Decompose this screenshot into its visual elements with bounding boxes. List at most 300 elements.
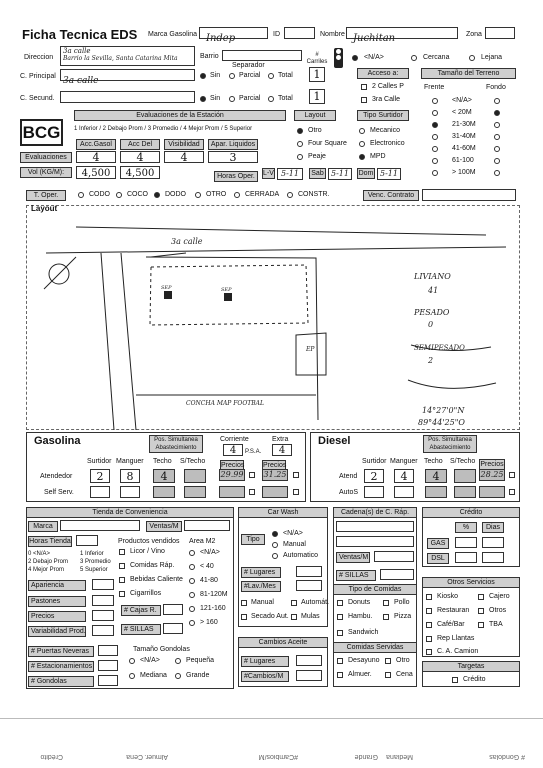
- cambios-cambios-field[interactable]: [296, 670, 322, 681]
- tienda-sillas-field[interactable]: [163, 623, 183, 634]
- sketch-coord1: 14°27'0"N: [422, 406, 465, 415]
- serv-otro-checkbox[interactable]: [385, 658, 391, 664]
- credito-pct-label: %: [455, 522, 477, 533]
- tienda-scale-4: 4 Mejor Prom: [28, 567, 65, 573]
- gasolina-techo-label: Techo: [153, 458, 172, 465]
- gond-pequena-radio[interactable]: [175, 658, 181, 664]
- tienda-header: Tienda de Conveniencia: [26, 507, 234, 518]
- gasolina-self-precio-2-checkbox[interactable]: [293, 489, 299, 495]
- diesel-precios-label: Precios: [480, 461, 504, 468]
- carwash-auto-label: Automatico: [283, 552, 319, 559]
- frente-radio-3[interactable]: [432, 134, 438, 140]
- gond-grande-radio[interactable]: [175, 673, 181, 679]
- fondo-radio-6[interactable]: [494, 170, 500, 176]
- diesel-title: Diesel: [318, 435, 351, 447]
- id-label: ID: [273, 31, 280, 38]
- comida-donuts-checkbox[interactable]: [337, 600, 343, 606]
- surtidor-mpd-label: MPD: [370, 153, 386, 160]
- diesel-autos-precio-checkbox[interactable]: [509, 489, 515, 495]
- sep2-parcial-radio[interactable]: [229, 96, 235, 102]
- otros-camion-checkbox[interactable]: [426, 649, 432, 655]
- form-title: Ficha Tecnica EDS: [22, 27, 138, 42]
- cadena-field-1[interactable]: [336, 521, 414, 532]
- otros-restauran-checkbox[interactable]: [426, 608, 432, 614]
- serv-otro-label: Otro: [396, 657, 410, 664]
- mirror-cena: Cena: [126, 753, 143, 760]
- otros-rep-label: Rep Llantas: [437, 635, 475, 642]
- gasolina-pos-header: Pos. Simultanea Abastecimiento: [149, 435, 203, 453]
- acceso-2calles-checkbox[interactable]: [361, 84, 367, 90]
- pump-icon: [224, 293, 232, 301]
- carwash-lav-field[interactable]: [296, 580, 322, 591]
- sketch-liviano: LIVIANO: [414, 272, 451, 281]
- carwash-lav-label: #Lav./Mes: [241, 581, 281, 592]
- gasolina-self-techo[interactable]: [153, 486, 175, 498]
- tienda-precios-label: Precios: [28, 611, 86, 622]
- carwash-lugares-field[interactable]: [296, 566, 322, 577]
- otros-cajero-label: Cajero: [489, 593, 510, 600]
- tienda-ventas-field[interactable]: [184, 520, 230, 531]
- carriles-field-1[interactable]: 1: [309, 67, 325, 82]
- surtidor-mpd-radio[interactable]: [359, 154, 365, 160]
- tienda-precios-field[interactable]: [92, 610, 114, 621]
- frente-radio-0[interactable]: [432, 98, 438, 104]
- layout-peaje-radio[interactable]: [297, 154, 303, 160]
- otros-header: Otros Servicios: [422, 577, 520, 588]
- area-radio-3[interactable]: [189, 592, 195, 598]
- gasolina-precios-label-1: Precios: [221, 462, 245, 469]
- diesel-autos-techo[interactable]: [425, 486, 447, 498]
- surtidor-electronico-radio[interactable]: [359, 141, 365, 147]
- tienda-gondolas-label: # Gondolas: [28, 676, 94, 687]
- gond-mediana-label: Mediana: [140, 672, 167, 679]
- carwash-manual-radio[interactable]: [272, 542, 278, 548]
- venc-contrato-label: Venc. Contrato: [363, 190, 419, 201]
- sketch-title: Layout: [31, 204, 58, 213]
- c-secund-label: C. Secund.: [20, 95, 55, 102]
- oper-constr-radio[interactable]: [287, 192, 293, 198]
- c-principal-label: C. Principal: [20, 73, 56, 80]
- tienda-area-label: Area M2: [189, 538, 216, 545]
- cadena-field-2[interactable]: [336, 536, 414, 547]
- comida-donuts-label: Donuts: [348, 599, 371, 606]
- serv-almuer-label: Almuer.: [348, 671, 372, 678]
- prox-na-label: <N/A>: [364, 54, 384, 61]
- sep2-total-label: Total: [278, 95, 293, 102]
- otros-panel: [422, 577, 520, 657]
- credito-dsl-label: DSL: [427, 553, 449, 564]
- otros-otros-label: Otros: [489, 607, 507, 614]
- otros-camion-label: C. A. Camion: [437, 648, 479, 655]
- fondo-radio-2[interactable]: [494, 122, 500, 128]
- diesel-precio-checkbox[interactable]: [509, 472, 515, 478]
- gasolina-precio-2-checkbox[interactable]: [293, 472, 299, 478]
- venc-contrato-field[interactable]: [422, 189, 516, 201]
- prod-comidas-checkbox[interactable]: [119, 563, 125, 569]
- carwash-lugares-label: # Lugares: [241, 567, 281, 578]
- tienda-scale-2: 2 Debajo Prom: [28, 559, 69, 565]
- gasolina-precio-2[interactable]: 31.25: [263, 470, 287, 479]
- gasolina-extra-label: Extra: [272, 436, 289, 443]
- layout-header: Layout: [294, 110, 336, 121]
- surtidor-electronico-label: Electronico: [370, 140, 405, 147]
- sep1-sin-label: Sin: [210, 72, 221, 79]
- barrio-field[interactable]: [222, 50, 302, 61]
- gasolina-self-precio-1-checkbox[interactable]: [249, 489, 255, 495]
- gond-na-radio[interactable]: [129, 658, 135, 664]
- eval-col-visibilidad: Visibilidad: [164, 139, 204, 150]
- page-divider: [0, 718, 543, 719]
- carriles-field-2[interactable]: 1: [309, 89, 325, 104]
- zona-label: Zona: [466, 31, 482, 38]
- otros-tba-checkbox[interactable]: [478, 622, 484, 628]
- sep2-total-radio[interactable]: [268, 96, 274, 102]
- fondo-radio-0[interactable]: [494, 98, 500, 104]
- cambios-lugares-label: # Lugares: [241, 656, 289, 667]
- layout-otro-radio[interactable]: [297, 128, 303, 134]
- c-principal-field[interactable]: 3a calle: [60, 69, 195, 81]
- gasolina-extra-field[interactable]: 4: [272, 444, 292, 456]
- tienda-variabilidad-field[interactable]: [92, 625, 114, 636]
- sketch-frontage: CONCHA MAP FOOTBAL: [186, 400, 264, 407]
- carwash-secado-checkbox[interactable]: [241, 614, 247, 620]
- prod-cigarrillos-checkbox[interactable]: [119, 591, 125, 597]
- diesel-surtidor-field[interactable]: 2: [364, 469, 384, 483]
- sep1-total-label: Total: [278, 72, 293, 79]
- acceso-header: Acceso a:: [357, 68, 409, 79]
- diesel-autos-surtidor[interactable]: [364, 486, 384, 498]
- eval-accgasol-value[interactable]: 4: [76, 151, 116, 163]
- diesel-techo-label: Techo: [424, 458, 443, 465]
- horas-label: Horas Oper.: [214, 171, 258, 182]
- carwash-na-label: <N/A>: [283, 530, 303, 537]
- diesel-techo-field[interactable]: 4: [425, 469, 447, 483]
- gond-pequena-label: Pequeña: [186, 657, 215, 664]
- sketch-liviano-n: 41: [428, 286, 439, 295]
- layout-four-label: Four Square: [308, 140, 347, 147]
- diesel-pos-header: Pos. Simultanea Abastecimiento: [423, 435, 477, 453]
- frente-radio-1[interactable]: [432, 110, 438, 116]
- cadena-header: Cadena(s) de C. Ráp.: [333, 507, 417, 518]
- operacion-label: T. Oper.: [26, 190, 66, 201]
- eval-col-apar: Apar. Liquidos: [208, 139, 258, 150]
- sketch-semi-n: 2: [428, 356, 434, 365]
- tienda-pastones-field[interactable]: [92, 595, 114, 606]
- tienda-marca-label: Marca: [28, 521, 58, 532]
- gasolina-corriente-label: Corriente: [220, 436, 249, 443]
- credito-gas-label: GAS: [427, 538, 449, 549]
- gasolina-self-precio-1[interactable]: [219, 486, 245, 498]
- sep2-sin-radio[interactable]: [200, 96, 206, 102]
- gasolina-precio-1-checkbox[interactable]: [249, 472, 255, 478]
- diesel-atend-label: Atend: [339, 473, 358, 480]
- gasolina-self-label: Self Serv.: [44, 489, 74, 496]
- fondo-radio-3[interactable]: [494, 134, 500, 140]
- bcg-logo: BCG: [20, 119, 63, 146]
- oper-otro-label: OTRO: [206, 191, 227, 198]
- carwash-mulas-checkbox[interactable]: [291, 614, 297, 620]
- tienda-puertas-label: # Puertas Neveras: [28, 646, 94, 657]
- prod-cigarrillos-label: Cigarrillos: [130, 590, 162, 597]
- gasolina-corriente-field[interactable]: 4: [223, 444, 243, 456]
- nombre-field[interactable]: Juchitan: [346, 27, 458, 39]
- diesel-stecho-field[interactable]: [454, 469, 476, 483]
- evaluaciones-header: Evaluaciones de la Estación: [74, 110, 286, 121]
- c-secund-field[interactable]: [60, 91, 195, 103]
- sketch-pesado-n: 0: [428, 320, 434, 329]
- frente-radio-4[interactable]: [432, 146, 438, 152]
- prod-bebidas-label: Bebidas Caliente: [130, 576, 183, 583]
- comida-pizza-checkbox[interactable]: [383, 614, 389, 620]
- tienda-scale-3: 3 Promedio: [80, 559, 111, 565]
- gasolina-surtidor-field[interactable]: 2: [90, 469, 110, 483]
- gasolina-self-manguer[interactable]: [120, 486, 140, 498]
- gond-grande-label: Grande: [186, 672, 210, 679]
- direccion-field[interactable]: 3a calle Barrio la Sevilla, Santa Catarina Mita: [60, 46, 195, 66]
- prox-cercana-radio[interactable]: [411, 55, 417, 61]
- layout-four-radio[interactable]: [297, 141, 303, 147]
- area-radio-2[interactable]: [189, 578, 195, 584]
- horas-lv-field[interactable]: 5-11: [277, 168, 303, 180]
- acceso-3calle-checkbox[interactable]: [361, 97, 367, 103]
- tienda-scale-0: 0 <N/A>: [28, 551, 51, 557]
- eval-col-accdel: Acc Del: [120, 139, 160, 150]
- fondo-radio-4[interactable]: [494, 146, 500, 152]
- vol-field-1[interactable]: 4,500: [76, 166, 116, 179]
- area-radio-1[interactable]: [189, 564, 195, 570]
- tienda-gondolas-field[interactable]: [98, 675, 118, 686]
- diesel-autos-precio[interactable]: [479, 486, 505, 498]
- mirror-cambios: #Cambios/M: [258, 753, 298, 760]
- prod-bebidas-checkbox[interactable]: [119, 577, 125, 583]
- otros-otros-checkbox[interactable]: [478, 608, 484, 614]
- sketch-semi: SEMIPESADO: [414, 344, 465, 352]
- diesel-autos-stecho[interactable]: [454, 486, 476, 498]
- serv-cena-label: Cena: [396, 671, 413, 678]
- tienda-scale-1: 1 Inferior: [80, 551, 104, 557]
- serv-almuer-checkbox[interactable]: [337, 672, 343, 678]
- carwash-secado-label: Secado Aut.: [251, 613, 289, 620]
- targetas-credito-label: Crédito: [463, 676, 486, 683]
- nombre-label: Nombre: [320, 31, 345, 38]
- evaluaciones-scale: 1 Inferior / 2 Debajo Prom / 3 Promedio / 4 Mejor Prom / 5 Superior: [74, 126, 253, 132]
- sep1-total-radio[interactable]: [268, 73, 274, 79]
- gasolina-precio-1[interactable]: 29.99: [220, 470, 244, 479]
- carwash-tipo-label: Tipo: [241, 534, 265, 545]
- surtidor-header: Tipo Surtidor: [357, 110, 409, 121]
- oper-coco-label: COCO: [127, 191, 148, 198]
- gasolina-self-precio-2[interactable]: [262, 486, 288, 498]
- otros-rep-checkbox[interactable]: [426, 636, 432, 642]
- gasolina-self-stecho[interactable]: [184, 486, 206, 498]
- tienda-cajas-label: # Cajas R.: [121, 605, 161, 616]
- cambios-lugares-field[interactable]: [296, 655, 322, 666]
- surtidor-mecanico-radio[interactable]: [359, 128, 365, 134]
- area-radio-5[interactable]: [189, 620, 195, 626]
- terreno-fondo-label: Fondo: [486, 84, 506, 91]
- diesel-autos-manguer[interactable]: [394, 486, 414, 498]
- fondo-radio-1[interactable]: [494, 110, 500, 116]
- eval-accdel-value[interactable]: 4: [120, 151, 160, 163]
- credito-gas-pct[interactable]: [455, 537, 477, 548]
- carwash-autom-checkbox[interactable]: [291, 600, 297, 606]
- mirror-mediana: Mediana: [386, 753, 413, 760]
- credito-dsl-pct[interactable]: [455, 552, 477, 563]
- frente-radio-2[interactable]: [432, 122, 438, 128]
- targetas-header: Targetas: [422, 661, 520, 672]
- tienda-ventas-label: Ventas/M: [146, 521, 182, 532]
- comida-hambu-checkbox[interactable]: [337, 614, 343, 620]
- tienda-sillas-label: # SILLAS: [121, 624, 161, 635]
- targetas-credito-checkbox[interactable]: [452, 677, 458, 683]
- oper-otro-radio[interactable]: [195, 192, 201, 198]
- diesel-precio[interactable]: 28.25: [480, 470, 504, 479]
- sketch-ep: EP: [306, 346, 315, 353]
- comida-hambu-label: Hambu.: [348, 613, 373, 620]
- tienda-scale-5: 5 Superior: [80, 567, 108, 573]
- gasolina-techo-field[interactable]: 4: [153, 469, 175, 483]
- tienda-variabilidad-label: Variabilidad Prod.: [28, 626, 86, 637]
- oper-codo-radio[interactable]: [78, 192, 84, 198]
- sketch-pesado: PESADO: [414, 308, 450, 317]
- gond-mediana-radio[interactable]: [129, 673, 135, 679]
- otros-cajero-checkbox[interactable]: [478, 594, 484, 600]
- marca-field[interactable]: Indep: [199, 27, 268, 39]
- credito-gas-dias[interactable]: [482, 537, 504, 548]
- sep1-sin-radio[interactable]: [200, 73, 206, 79]
- area-radio-0[interactable]: [189, 550, 195, 556]
- gasolina-psa-label: P.S.A.: [245, 449, 262, 455]
- carwash-auto-radio[interactable]: [272, 553, 278, 559]
- serv-cena-checkbox[interactable]: [385, 672, 391, 678]
- evaluaciones-row-label: Evaluaciones: [20, 152, 72, 163]
- tienda-productos-label: Productos vendidos: [118, 538, 180, 545]
- otros-kiosko-label: Kiosko: [437, 593, 459, 600]
- cadena-servidas-header: Comidas Servidas: [333, 642, 417, 653]
- prod-licor-checkbox[interactable]: [119, 549, 125, 555]
- comida-pizza-label: Pizza: [394, 613, 412, 620]
- horas-sab-field[interactable]: 5-11: [328, 168, 352, 180]
- serv-desayuno-checkbox[interactable]: [337, 658, 343, 664]
- zona-field[interactable]: [485, 27, 515, 39]
- tienda-pastones-label: Pastones: [28, 596, 86, 607]
- comida-sandwich-label: Sandwich: [348, 629, 379, 636]
- carwash-header: Car Wash: [238, 507, 328, 518]
- tienda-horas-field[interactable]: [76, 535, 98, 546]
- oper-cerrada-radio[interactable]: [234, 192, 240, 198]
- separador-label: Separador: [232, 62, 265, 69]
- gond-na-label: <N/A>: [140, 657, 160, 664]
- tienda-puertas-field[interactable]: [98, 645, 118, 656]
- sketch-coord2: 89°44'25"O: [418, 418, 465, 427]
- fondo-radio-5[interactable]: [494, 158, 500, 164]
- otros-restauran-label: Restauran: [437, 607, 470, 614]
- credito-header: Crédito: [422, 507, 520, 518]
- tienda-marca-field[interactable]: [60, 520, 140, 531]
- oper-dodo-label: DODO: [165, 191, 186, 198]
- oper-codo-label: CODO: [89, 191, 110, 198]
- horas-dom-field[interactable]: 5-11: [377, 168, 401, 180]
- credito-dsl-dias[interactable]: [482, 552, 504, 563]
- id-field[interactable]: [284, 27, 315, 39]
- diesel-manguer-field[interactable]: 4: [394, 469, 414, 483]
- gasolina-manguer-field[interactable]: 8: [120, 469, 140, 483]
- comida-pollo-label: Pollo: [394, 599, 410, 606]
- prox-lejana-radio[interactable]: [469, 55, 475, 61]
- pump-icon: [164, 291, 172, 299]
- gasolina-title: Gasolina: [34, 435, 81, 447]
- cadena-ventas-field[interactable]: [374, 551, 414, 562]
- carwash-manual-check-label: Manual: [251, 599, 274, 606]
- site-sketch: [26, 205, 520, 430]
- marca-label: Marca Gasolina: [148, 31, 198, 38]
- mirror-grande: Grande: [354, 753, 378, 760]
- layout-peaje-label: Peaje: [308, 153, 326, 160]
- tienda-apariencia-label: Apariencia: [28, 580, 86, 591]
- acceso-2calles-label: 2 Calles P: [372, 83, 404, 90]
- horas-dom-label: Dom: [358, 170, 374, 177]
- comida-sandwich-checkbox[interactable]: [337, 630, 343, 636]
- eval-visibilidad-value[interactable]: 4: [164, 151, 204, 163]
- comida-pollo-checkbox[interactable]: [383, 600, 389, 606]
- diesel-surtidor-label: Surtidor: [362, 458, 387, 465]
- cadena-tipo-header: Tipo de Comidas: [333, 584, 417, 595]
- otros-kiosko-checkbox[interactable]: [426, 594, 432, 600]
- traffic-light-icon: [334, 48, 343, 68]
- gasolina-stecho-field[interactable]: [184, 469, 206, 483]
- gasolina-atendedor-label: Atendedor: [40, 473, 73, 480]
- sep2-parcial-label: Parcial: [239, 95, 261, 102]
- diesel-autos-label: AutoS: [339, 489, 359, 496]
- eval-apar-value[interactable]: 3: [208, 151, 258, 163]
- gasolina-manguer-label: Manguer: [116, 458, 144, 465]
- cambios-header: Cambios Aceite: [238, 637, 328, 648]
- otros-cafe-checkbox[interactable]: [426, 622, 432, 628]
- prox-na-radio[interactable]: [352, 55, 358, 61]
- horas-sab-label: Sab: [309, 168, 326, 179]
- acceso-3calle-label: 3ra Calle: [372, 96, 401, 103]
- credito-dias-label: Dias: [482, 522, 504, 533]
- diesel-stecho-label: S/Techo: [450, 458, 476, 465]
- terreno-header: Tamaño del Terreno: [421, 68, 516, 79]
- tienda-estac-label: # Estacionamientos: [28, 661, 94, 672]
- barrio-label: Barrio: [200, 53, 219, 60]
- tienda-apariencia-field[interactable]: [92, 579, 114, 590]
- tienda-estac-field[interactable]: [98, 660, 118, 671]
- area-radio-4[interactable]: [189, 606, 195, 612]
- frente-radio-5[interactable]: [432, 158, 438, 164]
- sep2-sin-label: Sin: [210, 95, 221, 102]
- horas-lv-label: L-V: [263, 170, 274, 177]
- oper-dodo-radio[interactable]: [154, 192, 160, 198]
- oper-coco-radio[interactable]: [116, 192, 122, 198]
- tienda-horas-label: Horas Tienda: [29, 538, 71, 545]
- sep1-parcial-label: Parcial: [239, 72, 261, 79]
- prod-comidas-label: Comidas Ráp.: [130, 562, 175, 569]
- sep1-parcial-radio[interactable]: [229, 73, 235, 79]
- tienda-cajas-field[interactable]: [163, 604, 183, 615]
- carwash-na-radio[interactable]: [272, 531, 278, 537]
- tienda-tamano-label: Tamaño Gondolas: [133, 646, 190, 653]
- frente-radio-6[interactable]: [432, 170, 438, 176]
- cadena-sillas-field[interactable]: [380, 569, 414, 580]
- carwash-manual-checkbox[interactable]: [241, 600, 247, 606]
- carwash-autom-label: Automát.: [301, 599, 330, 606]
- oper-constr-label: CONSTR.: [298, 191, 330, 198]
- cadena-ventas-label: Ventas/M: [336, 552, 370, 563]
- vol-field-2[interactable]: 4,500: [120, 166, 160, 179]
- gasolina-self-surtidor[interactable]: [90, 486, 110, 498]
